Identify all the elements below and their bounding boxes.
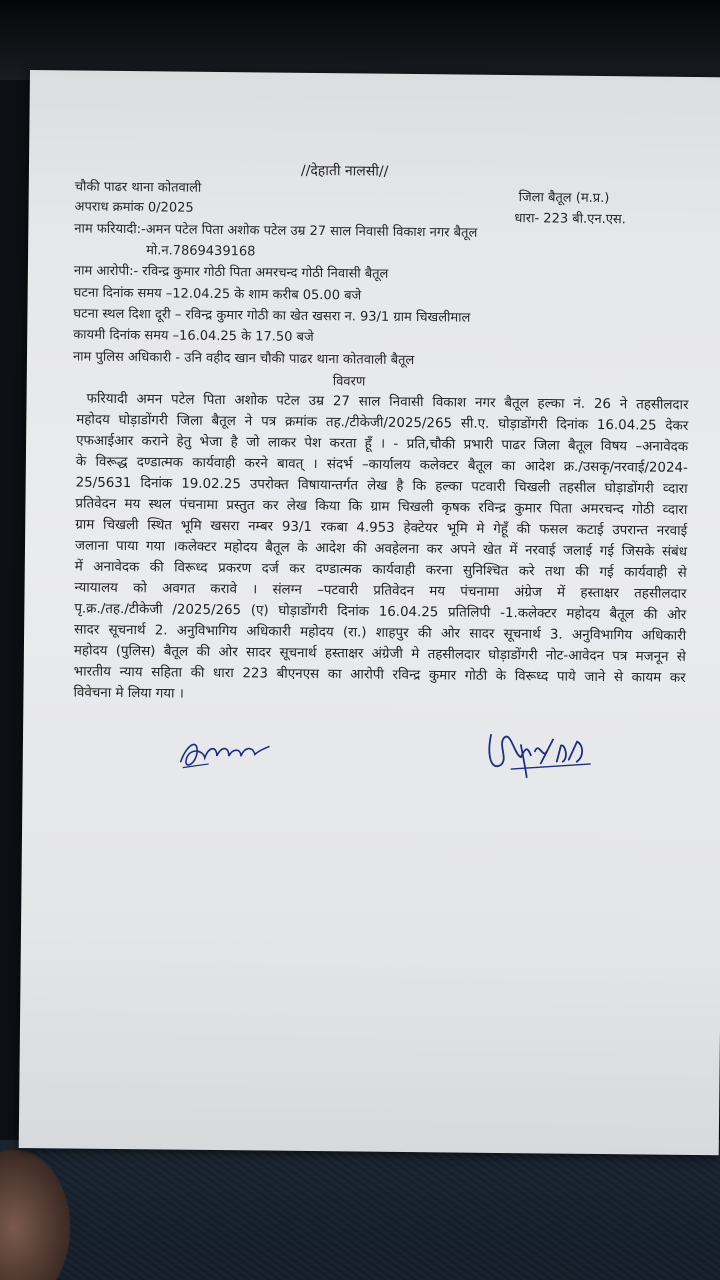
body-line: न्यायालय को अवगत करावे । संलग्न –पटवारी प्रतिवेदन मय पंचनामा अंग्रेज में हस्ताक्षर तहसीलदार <box>74 580 687 602</box>
header-police-post: चौकी पाढर थाना कोतवाली <box>74 179 202 196</box>
body-line: भारतीय न्याय सहिता की धारा 223 बीएनएस का आरोपी रविन्द्र कुमार गोठी के विरूध्द पाये जाने से कायम कर <box>73 664 686 686</box>
body-line: प्रतिवेदन मय स्थल पंचनामा प्रस्तुत कर लेख किया कि ग्राम चिखली कृषक रविन्द्र कुमार पिता अमरचन्द गोठी व्दारा <box>75 496 688 518</box>
header-incident-place: घटना स्थल दिशा दूरी – रविन्द्र कुमार गोठी का खेत खसरा न. 93/1 ग्राम चिखलीमाल <box>73 306 471 326</box>
body-line: के विरूद्ध दण्डात्मक कार्यवाही करने बावत् । संदर्भ –कार्यालय कलेक्टर बैतूल का आदेश क्र./उसकृ/नरवाई/2024- <box>75 454 688 476</box>
header-mobile: मो.न.7869439168 <box>146 243 256 260</box>
header-incident-date: घटना दिनांक समय –12.04.25 के शाम करीब 05.00 बजे <box>73 285 362 304</box>
header-section: धारा- 223 बी.एन.एस. <box>514 211 626 228</box>
body-line: पृ.क्र./तह./टीकेजी /2025/265 (ए) घोड़ाडोंगरी दिनांक 16.04.25 प्रतिलिपी -1.कलेक्टर महोदय बैतूल की ओर <box>74 601 687 623</box>
body-line: फरियादी अमन पटेल पिता अशोक पटेल उम्र 27 साल निवासी विकाश नगर बैतूल हल्का नं. 26 ने तहसीलदार <box>86 391 689 413</box>
section-heading: विवरण <box>332 374 366 390</box>
header-district: जिला बैतूल (म.प्र.) <box>518 190 610 207</box>
header-crime-number: अपराध क्रमांक 0/2025 <box>74 199 194 216</box>
body-line: महोदय घोड़ाडोंगरी जिला बैतूल ने पत्र क्रमांक तह./टीकेजी/2025/265 सी.ए. घोड़ाडोंगरी दिनांक 16.04.25 देकर <box>76 412 689 434</box>
document-page <box>19 70 720 1155</box>
body-line: एफआईआर कराने हेतु भेजा है जो लाकर पेश करता हूँ । - प्रति,चौकी प्रभारी पाढर जिला बैतूल विषय –अनावेदक <box>76 433 689 455</box>
body-line: जलाना पाया गया ।कलेक्टर महोदय बैतूल के आदेश की अवहेलना कर अपने खेत में नरवाई जलाई गई जिसके संबंध <box>74 538 688 560</box>
header-registration-date: कायमी दिनांक समय –16.04.25 के 17.50 बजे <box>73 327 314 345</box>
body-line: महोदय (पुलिस) बैतूल की ओर सादर सूचनार्थ हस्ताक्षर अंग्रेजी मे तहसीलदार घोड़ाडोंगरी नोट-आवेदन पत्र मजनून से <box>73 643 686 665</box>
body-line: ग्राम चिखली स्थित भूमि खसरा नम्बर 93/1 रकबा 4.953 हेक्टेयर भूमि मे गेहूँ की फसल कटाई उपरान्त नरवाई <box>75 517 688 539</box>
body-line: में अनावेदक की विरूध्द प्रकरण दर्ज कर दण्डात्मक कार्यवाही करना सुनिश्चित करे तथा की गई कार्यवाही से <box>74 559 687 581</box>
finger-edge <box>0 1150 70 1280</box>
header-police-officer: नाम पुलिस अधिकारी - उनि वहीद खान चौकी पाढर थाना कोतवाली बैतूल <box>72 349 415 369</box>
document-title: //देहाती नालसी// <box>300 162 389 180</box>
body-line-last: विवेचना मे लिया गया । <box>73 685 184 702</box>
complainant-signature <box>173 724 274 785</box>
background-top <box>0 0 720 80</box>
officer-signature <box>481 715 602 786</box>
header-complainant: नाम फरियादी:-अमन पटेल पिता अशोक पटेल उम्र 27 साल निवासी विकाश नगर बैतूल <box>74 221 478 241</box>
background-fabric <box>0 1150 720 1280</box>
body-line: सादर सूचनार्थ 2. अनुविभागिय अधिकारी महोदय (रा.) शाहपुर की ओर सादर सूचनार्थ 3. अनुविभागिय अधिकारी <box>74 622 687 644</box>
body-line: 25/5631 दिनांक 19.02.25 उपरोक्त विषायान्तर्गत लेख है कि हल्का पटवारी चिखली तहसील घोड़ाडोंगरी व्दारा <box>75 475 688 497</box>
header-accused: नाम आरोपी:- रविन्द्र कुमार गोठी पिता अमरचन्द गोठी निवासी बैतूल <box>73 263 389 282</box>
